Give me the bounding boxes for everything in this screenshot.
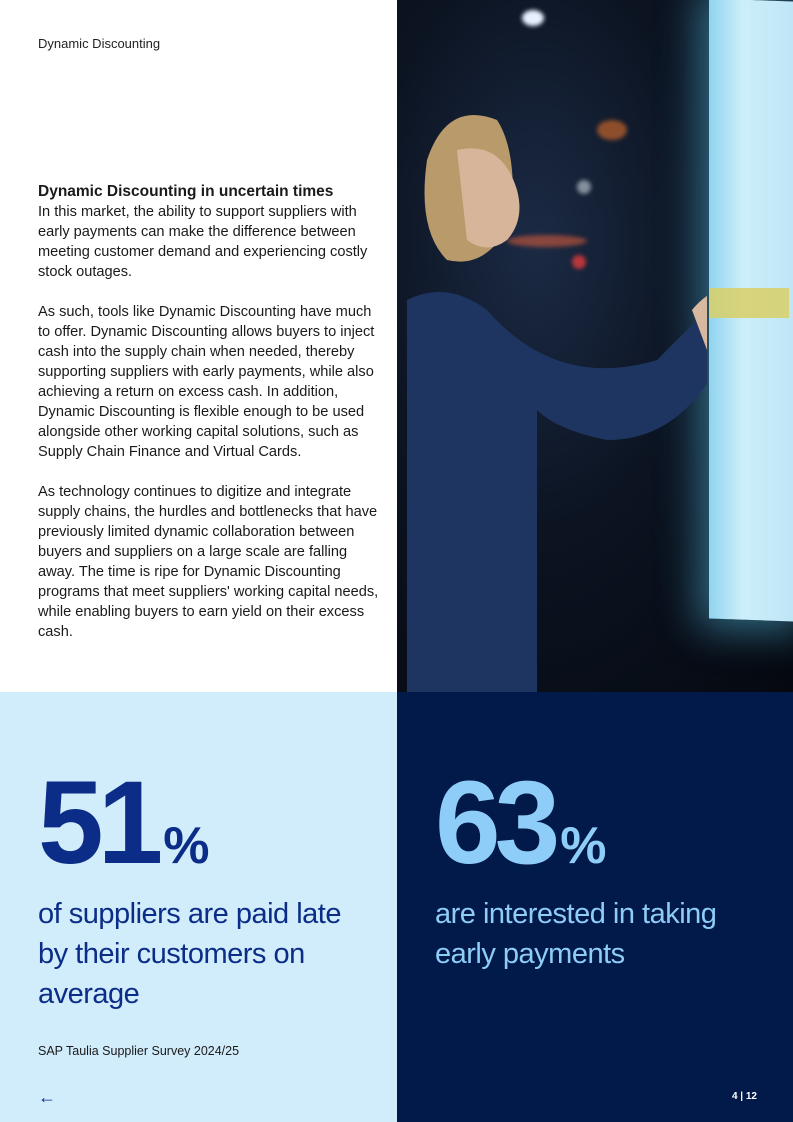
woman-touchscreen-photo (397, 0, 793, 692)
stat-number: 51 (38, 757, 158, 889)
document-header: Dynamic Discounting (38, 36, 161, 51)
stat-panel-late-payments (0, 692, 397, 1122)
stat-number: 63 (435, 757, 555, 889)
stat-panel-early-payments (397, 692, 793, 1122)
article-paragraph: As technology continues to digitize and integrate supply chains, the hurdles and bottlenecks that have previously limited dynamic collaboration between buyers and suppliers on a large scale are falling away. The time is ripe for Dynamic Discounting programs that meet suppliers' working capital needs, while enabling buyers to earn yield on their excess cash. (38, 484, 379, 640)
article-heading: Dynamic Discounting in uncertain times (38, 183, 334, 200)
page-number: 4 | 12 (731, 1091, 757, 1102)
stat-unit: % (163, 817, 210, 875)
article-paragraph: In this market, the ability to support suppliers with early payments can make the difference between meeting customer demand and experiencing costly stock outages. (38, 204, 368, 280)
stat-unit: % (560, 817, 607, 875)
stat-description: are interested in taking early payments (435, 898, 717, 970)
stat-value (38, 757, 210, 889)
back-arrow-icon[interactable]: ← (38, 1087, 56, 1107)
source-citation: SAP Taulia Supplier Survey 2024/25 (38, 1044, 240, 1058)
woman-silhouette (407, 110, 707, 692)
screen-highlight (709, 288, 789, 318)
article-paragraph: As such, tools like Dynamic Discounting have much to offer. Dynamic Discounting allows buyers to inject cash into the supply chain when needed, thereby supporting suppliers with early payments, while also achieving a return on excess cash. In addition, Dynamic Discounting is flexible enough to be used alongside other working capital solutions, such as Supply Chain Finance and Virtual Cards. (38, 304, 375, 460)
stat-value (435, 757, 607, 889)
article-body (38, 182, 383, 662)
stat-description: of suppliers are paid late by their customers on average (38, 898, 341, 1010)
